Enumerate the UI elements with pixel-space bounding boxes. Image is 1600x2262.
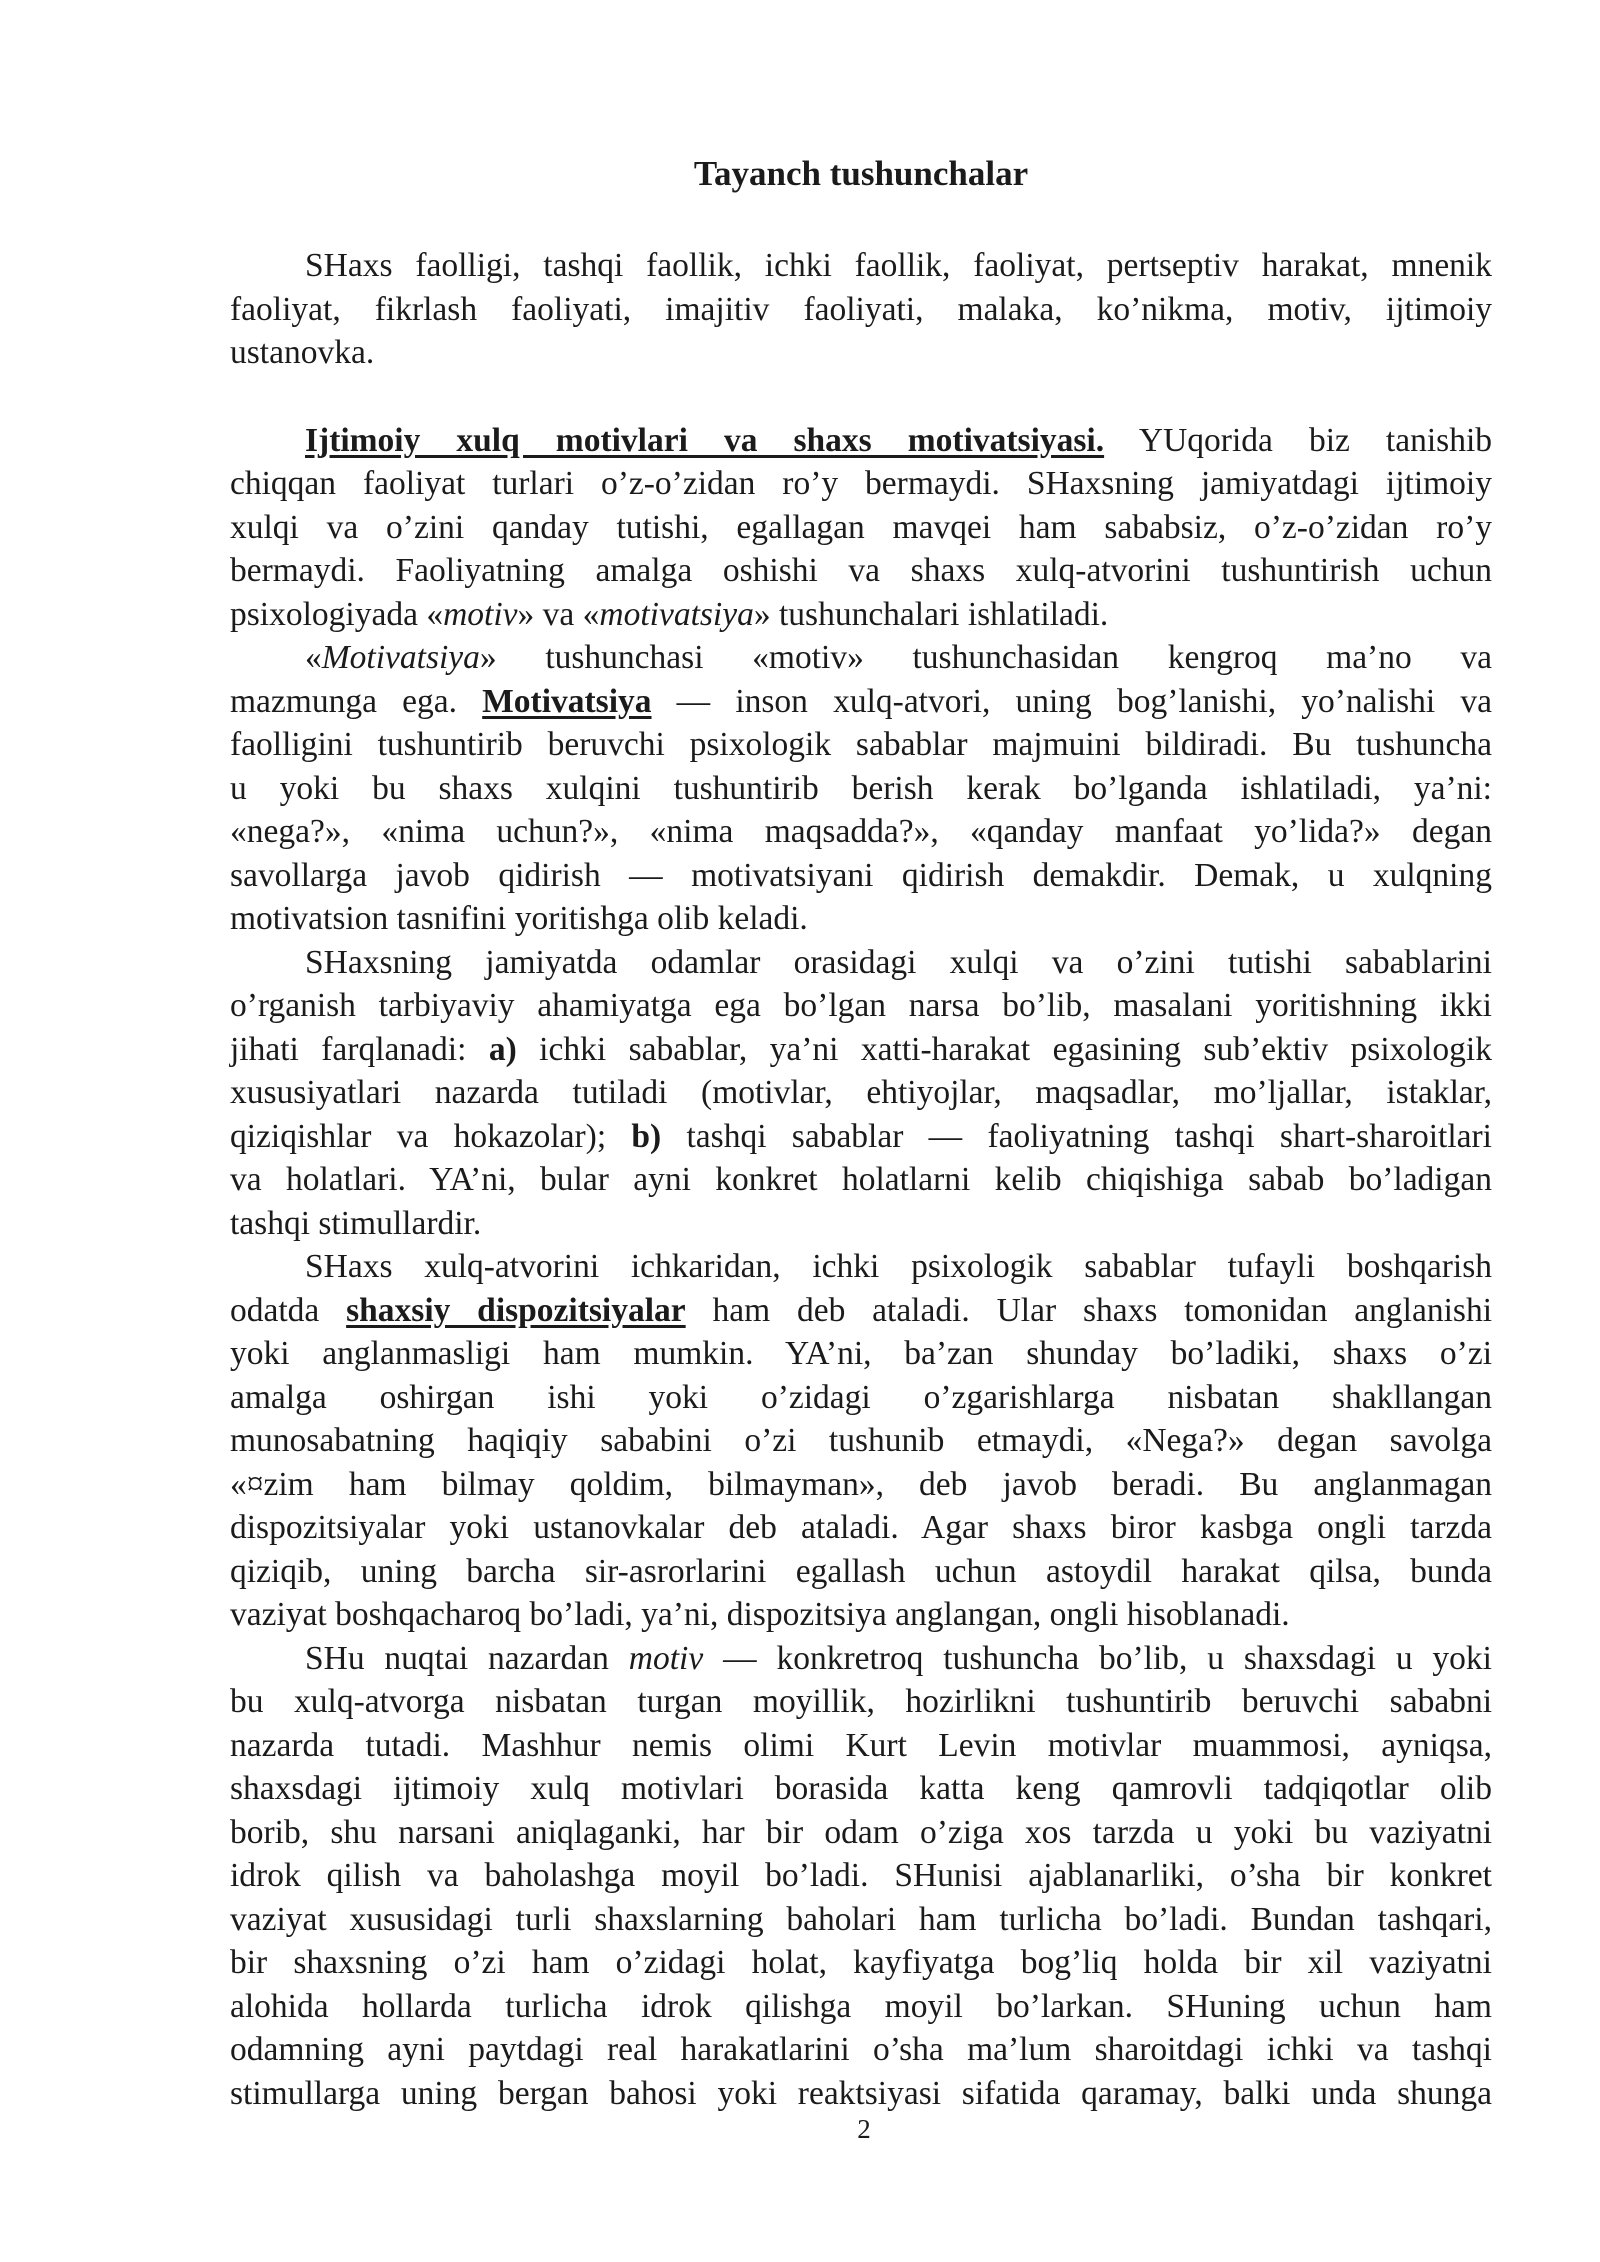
text-line: amalga oshirgan ishi yoki o’zidagi o’zgarishlarga nisbatan shakllangan [230, 1378, 1492, 1416]
text-line: stimullarga uning bergan bahosi yoki reaktsiyasi sifatida qaramay, balki unda shunga [230, 2074, 1492, 2112]
text-line: dispozitsiyalar yoki ustanovkalar deb ataladi. Agar shaxs biror kasbga ongli tarzda [230, 1509, 1492, 1546]
text-line: alohida hollarda turlicha idrok qilishga moyil bo’larkan. SHuning uchun ham [230, 1987, 1492, 2025]
text-line [230, 593, 1492, 637]
text-fragment: odatda [230, 1291, 347, 1329]
motive-paragraph [230, 1637, 1492, 2116]
text-line: qiziqib, uning barcha sir-asrorlarini egallash uchun astoydil harakat qilsa, bunda [230, 1552, 1492, 1590]
text-line: «nega?», «nima uchun?», «nima maqsadda?», «qanday manfaat yo’lida?» degan [230, 813, 1492, 850]
text-line [230, 680, 1492, 724]
text-line: idrok qilish va baholashga moyil bo’ladi. SHunisi ajablanarliki, o’sha bir konkret [230, 1857, 1492, 1894]
text-fragment: « [305, 639, 322, 676]
text-fragment: tashqi sabablar — faoliyatning tashqi shart-sharoitlari [661, 1117, 1492, 1155]
text-line: xususiyatlari nazarda tutiladi (motivlar, ehtiyojlar, maqsadlar, mo’ljallar, istaklar, [230, 1074, 1492, 1111]
causes-paragraph [230, 941, 1492, 1246]
text-fragment: SHu nuqtai nazardan [305, 1639, 629, 1677]
text-line: borib, shu narsani aniqlaganki, har bir odam o’ziga xos tarzda u yoki bu vaziyatni [230, 1813, 1492, 1851]
text-line: motivatsion tasnifini yoritishga olib keladi. [230, 900, 808, 937]
dispositions-paragraph [230, 1245, 1492, 1637]
text-line [230, 636, 1492, 680]
text-line: xulqi va o’zini qanday tutishi, egallagan mavqei ham sababsiz, o’z-o’zidan ro’y [230, 508, 1492, 546]
paragraph-gap [230, 375, 1492, 419]
text-fragment: » tushunchasi «motiv» tushunchasidan kengroq ma’no va [479, 639, 1492, 676]
text-line: SHaxs faolligi, tashqi faollik, ichki faollik, faoliyat, pertseptiv harakat, mnenik [305, 247, 1492, 284]
key-terms-paragraph [230, 244, 1492, 375]
italic-term: Motivatsiya [321, 639, 480, 676]
text-fragment: ham deb ataladi. Ular shaxs tomonidan anglanishi [685, 1291, 1492, 1329]
text-line: faolligini tushuntirib beruvchi psixologik sabablar majmuini bildiradi. Bu tushuncha [230, 726, 1492, 763]
text-line: munosabatning haqiqiy sababini o’zi tushunib etmaydi, «Nega?» degan savolga [230, 1422, 1492, 1459]
text-line: yoki anglanmasligi ham mumkin. YA’ni, ba’zan shunday bo’ladiki, shaxs o’zi [230, 1335, 1492, 1372]
section-intro-paragraph [230, 419, 1492, 637]
list-label: a) [488, 1030, 517, 1068]
italic-term: motivatsiya [599, 595, 754, 633]
text-line [230, 1637, 1492, 1681]
text-fragment: jihati farqlanadi: [230, 1030, 489, 1068]
motivation-definition-paragraph [230, 636, 1492, 941]
bold-underlined-term: shaxsiy dispozitsiyalar [346, 1291, 686, 1329]
list-label: b) [631, 1117, 662, 1155]
text-line [230, 1028, 1492, 1072]
text-fragment: psixologiyada « [230, 595, 444, 633]
text-line: SHaxsning jamiyatda odamlar orasidagi xulqi va o’zini tutishi sabablarini [305, 943, 1492, 981]
text-line [230, 1115, 1492, 1159]
text-line: odamning ayni paytdagi real harakatlarini o’sha ma’lum sharoitdagi ichki va tashqi [230, 2031, 1492, 2068]
text-line: bu xulq-atvorga nisbatan turgan moyillik, hozirlikni tushuntirib beruvchi sababni [230, 1683, 1492, 1720]
italic-term: motiv [628, 1639, 704, 1677]
text-line: bir shaxsning o’zi ham o’zidagi holat, kayfiyatga bog’liq holda bir xil vaziyatni [230, 1944, 1492, 1981]
text-fragment: » va « [517, 595, 600, 633]
text-line: faoliyat, fikrlash faoliyati, imajitiv faoliyati, malaka, ko’nikma, motiv, ijtimoiy [230, 290, 1492, 328]
page-title: Tayanch tushunchalar [693, 154, 1029, 193]
text-line [230, 419, 1492, 463]
text-line: chiqqan faoliyat turlari o’z-o’zidan ro’y bermaydi. SHaxsning jamiyatdagi ijtimoiy [230, 465, 1492, 502]
text-line: vaziyat boshqacharoq bo’ladi, ya’ni, dispozitsiya anglangan, ongli hisoblanadi. [230, 1596, 1290, 1633]
document-page [230, 150, 1492, 2115]
page-number: 2 [857, 2114, 871, 2144]
text-line: savollarga javob qidirish — motivatsiyani qidirish demakdir. Demak, u xulqning [230, 856, 1492, 894]
text-fragment: — inson xulq-atvori, uning bog’lanishi, yo’nalishi va [651, 682, 1492, 720]
text-fragment: mazmunga ega. [230, 682, 483, 720]
text-fragment: qiziqishlar va hokazolar); [230, 1117, 632, 1155]
text-fragment: — konkretroq tushuncha bo’lib, u shaxsdagi u yoki [703, 1639, 1492, 1677]
text-line: o’rganish tarbiyaviy ahamiyatga ega bo’lgan narsa bo’lib, masalani yoritishning ikki [230, 987, 1492, 1024]
section-heading: Ijtimoiy xulq motivlari va shaxs motivatsiyasi. [305, 421, 1105, 459]
text-line: «¤zim ham bilmay qoldim, bilmayman», deb javob beradi. Bu anglanmagan [230, 1465, 1492, 1503]
text-line: SHaxs xulq-atvorini ichkaridan, ichki psixologik sabablar tufayli boshqarish [305, 1248, 1492, 1285]
text-line: nazarda tutadi. Mashhur nemis olimi Kurt Levin motivlar muammosi, ayniqsa, [230, 1726, 1492, 1764]
text-line: bermaydi. Faoliyatning amalga oshishi va shaxs xulq-atvorini tushuntirish uchun [230, 552, 1492, 589]
text-line: va holatlari. YA’ni, bular ayni konkret holatlarni kelib chiqishiga sabab bo’ladigan [230, 1161, 1492, 1198]
italic-term: motiv [443, 595, 518, 633]
text-line: vaziyat xususidagi turli shaxslarning baholari ham turlicha bo’ladi. Bundan tashqari, [230, 1900, 1492, 1938]
text-fragment: YUqorida biz tanishib [1104, 421, 1492, 459]
text-line [230, 1289, 1492, 1333]
text-line: u yoki bu shaxs xulqini tushuntirib berish kerak bo’lganda ishlatiladi, ya’ni: [230, 769, 1492, 807]
bold-underlined-term: Motivatsiya [482, 682, 652, 720]
text-fragment: ichki sabablar, ya’ni xatti-harakat egasining sub’ektiv psixologik [516, 1030, 1492, 1068]
text-fragment: » tushunchalari ishlatiladi. [753, 595, 1109, 633]
text-line: ustanovka. [230, 334, 375, 371]
text-line: shaxsdagi ijtimoiy xulq motivlari borasida katta keng qamrovli tadqiqotlar olib [230, 1770, 1492, 1807]
text-line: tashqi stimullardir. [230, 1204, 482, 1242]
